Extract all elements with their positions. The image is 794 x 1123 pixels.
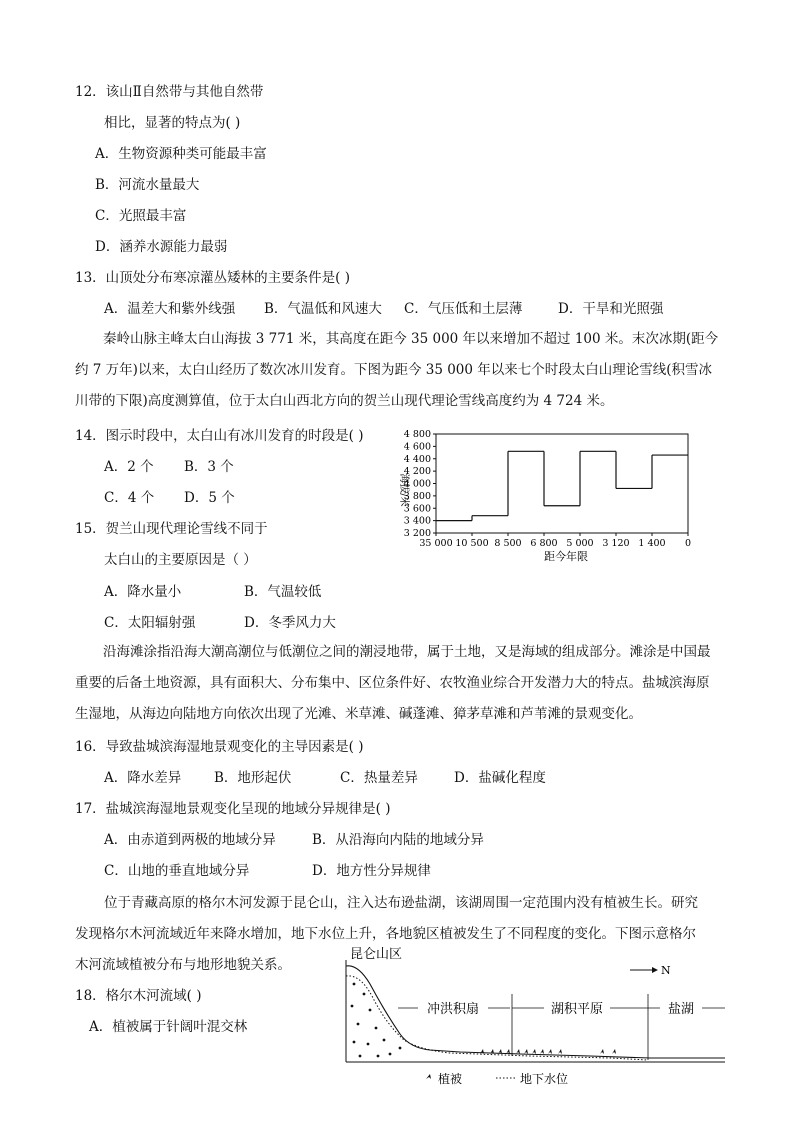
y-tick-label: 3 800 bbox=[403, 490, 431, 502]
x-tick-label: 0 bbox=[684, 538, 692, 549]
chart-x-label: 距今年限 bbox=[544, 550, 588, 563]
q12-option-d[interactable]: D．涵养水源能力最弱 bbox=[95, 239, 228, 255]
kunlun-label: 昆仑山区 bbox=[350, 947, 403, 962]
north-label: N bbox=[661, 964, 671, 977]
q15-option-c[interactable]: C．太阳辐射强 bbox=[104, 615, 196, 631]
q15-option-d[interactable]: D．冬季风力大 bbox=[244, 615, 336, 631]
groundwater-legend-label: 地下水位 bbox=[520, 1072, 569, 1086]
q16-stem: 16．导致盐城滨海湿地景观变化的主导因素是( ) bbox=[75, 739, 364, 755]
q17-option-d[interactable]: D．地方性分异规律 bbox=[312, 863, 431, 879]
q17-option-b[interactable]: B．从沿海向内陆的地域分异 bbox=[312, 832, 484, 848]
q13-option-a[interactable]: A．温差大和紫外线强 bbox=[104, 301, 236, 317]
q15-stem: 15．贺兰山现代理论雪线不同于 bbox=[75, 521, 268, 537]
q16-option-d[interactable]: D．盐碱化程度 bbox=[454, 770, 546, 786]
x-tick-label: 10 500 bbox=[455, 538, 489, 549]
y-tick-label: 4 000 bbox=[403, 478, 431, 490]
mountain-dot bbox=[369, 1009, 372, 1012]
mountain-dot bbox=[383, 1039, 386, 1042]
q16-option-b[interactable]: B．地形起伏 bbox=[214, 770, 292, 786]
q13-option-b[interactable]: B．气温低和风速大 bbox=[264, 301, 382, 317]
x-tick-label: 8 500 bbox=[494, 538, 522, 549]
passage-taibai: 秦岭山脉主峰太白山海拔 3 771 米，其高度在距今 35 000 年以来增加不超过 100 米。末次冰期(距今约 7 万年)以来，太白山经历了数次冰川发育。下图为距今 35 000 年以来七个时段太白山理论雪线(积雪冰川带的下限)高度测算值，位于太白山西北方向的贺兰山现代理论雪线高度约为 4 724 米。 bbox=[75, 331, 719, 409]
mountain-dot bbox=[357, 1023, 360, 1026]
q14-option-d[interactable]: D．5 个 bbox=[184, 490, 235, 506]
chart-y-label: 海拔/米 bbox=[398, 473, 409, 507]
q14-option-a[interactable]: A．2 个 bbox=[104, 459, 154, 475]
x-tick-label: 5 000 bbox=[566, 538, 594, 549]
y-tick-label: 4 400 bbox=[403, 453, 431, 465]
passage-golmud-line3: 木河流域植被分布与地形地貌关系。 bbox=[75, 957, 291, 973]
q18-stem: 18．格尔木河流域( ) bbox=[75, 988, 202, 1004]
q12-option-b[interactable]: B．河流水量最大 bbox=[95, 177, 200, 193]
q17-option-c[interactable]: C．山地的垂直地域分异 bbox=[104, 863, 250, 879]
mountain-dot bbox=[351, 1005, 354, 1008]
chart-x-ticks bbox=[419, 533, 691, 549]
q17-stem: 17．盐城滨海湿地景观变化呈现的地域分异规律是( ) bbox=[75, 801, 391, 817]
fan-label: 冲洪积扇 bbox=[426, 1002, 480, 1017]
y-tick-label: 3 600 bbox=[403, 503, 431, 515]
plain-label: 湖积平原 bbox=[550, 1002, 604, 1017]
y-tick-label: 3 400 bbox=[403, 515, 431, 527]
y-tick-label: 4 800 bbox=[403, 429, 431, 440]
q17-option-a[interactable]: A．由赤道到两极的地域分异 bbox=[104, 832, 276, 848]
vegetation-legend-label: 植被 bbox=[438, 1072, 463, 1086]
passage-golmud-line2: 发现格尔木河流域近年来降水增加，地下水位上升，各地貌区植被发生了不同程度的变化。下图示意格尔 bbox=[75, 926, 696, 942]
chart-series bbox=[436, 451, 688, 520]
q14-option-b[interactable]: B．3 个 bbox=[184, 459, 234, 475]
q14-stem: 14．图示时段中，太白山有冰川发育的时段是( ) bbox=[75, 428, 364, 444]
x-tick-label: 1 400 bbox=[638, 538, 666, 549]
q15-option-b[interactable]: B．气温较低 bbox=[244, 584, 322, 600]
y-tick-label: 4 600 bbox=[403, 441, 431, 453]
snowline-chart bbox=[392, 428, 700, 566]
plot-frame bbox=[436, 434, 688, 533]
x-tick-label: 35 000 bbox=[419, 538, 453, 549]
q15-stem-cont: 太白山的主要原因是（ ） bbox=[104, 552, 257, 568]
x-tick-label: 6 800 bbox=[530, 538, 558, 549]
chart-axes bbox=[436, 434, 688, 533]
passage-yancheng: 沿海滩涂指沿海大潮高潮位与低潮位之间的潮浸地带，属于土地，又是海域的组成部分。滩涂是中国最重要的后备土地资源，具有面积大、分布集中、区位条件好、农牧渔业综合开发潜力大的特点。盐城滨海原生湿地，从海边向陆地方向依次出现了光滩、米草滩、碱蓬滩、獐茅草滩和芦苇滩的景观变化。 bbox=[75, 644, 711, 722]
mountain-dot bbox=[363, 993, 366, 996]
q13-option-c[interactable]: C．气压低和土层薄 bbox=[404, 301, 523, 317]
mountain-dot bbox=[353, 983, 356, 986]
golmud-terrain-diagram bbox=[330, 944, 730, 1094]
mountain-dot bbox=[389, 1053, 392, 1056]
mountain-dot bbox=[375, 1027, 378, 1030]
mountain-dot bbox=[399, 1047, 402, 1050]
y-tick-label: 3 200 bbox=[403, 528, 431, 539]
q16-option-a[interactable]: A．降水差异 bbox=[104, 770, 182, 786]
mountain-dot bbox=[359, 1055, 362, 1058]
q12-option-a[interactable]: A．生物资源种类可能最丰富 bbox=[95, 146, 267, 162]
mountain-dot bbox=[367, 1043, 370, 1046]
q13-option-d[interactable]: D．干旱和光照强 bbox=[558, 301, 664, 317]
y-tick-label: 4 200 bbox=[403, 466, 431, 478]
q16-option-c[interactable]: C．热量差异 bbox=[340, 770, 418, 786]
q13-stem: 13．山顶处分布寒凉灌丛矮林的主要条件是( ) bbox=[75, 270, 351, 286]
lake-label: 盐湖 bbox=[667, 1002, 695, 1017]
q12-option-c[interactable]: C．光照最丰富 bbox=[95, 208, 187, 224]
q14-option-c[interactable]: C．4 个 bbox=[104, 490, 155, 506]
passage-golmud-line1: 位于青藏高原的格尔木河发源于昆仑山，注入达布逊盐湖，该湖周围一定范围内没有植被生长。研究 bbox=[104, 895, 698, 911]
q15-option-a[interactable]: A．降水量小 bbox=[104, 584, 182, 600]
x-tick-label: 3 120 bbox=[602, 538, 630, 549]
mountain-dot bbox=[377, 1055, 380, 1058]
q18-option-a[interactable]: A．植被属于针阔叶混交林 bbox=[89, 1019, 248, 1035]
q12-stem: 12．该山Ⅱ自然带与其他自然带 bbox=[75, 84, 264, 100]
mountain-dot bbox=[353, 1041, 356, 1044]
q12-stem-cont: 相比，显著的特点为( ) bbox=[104, 115, 241, 131]
